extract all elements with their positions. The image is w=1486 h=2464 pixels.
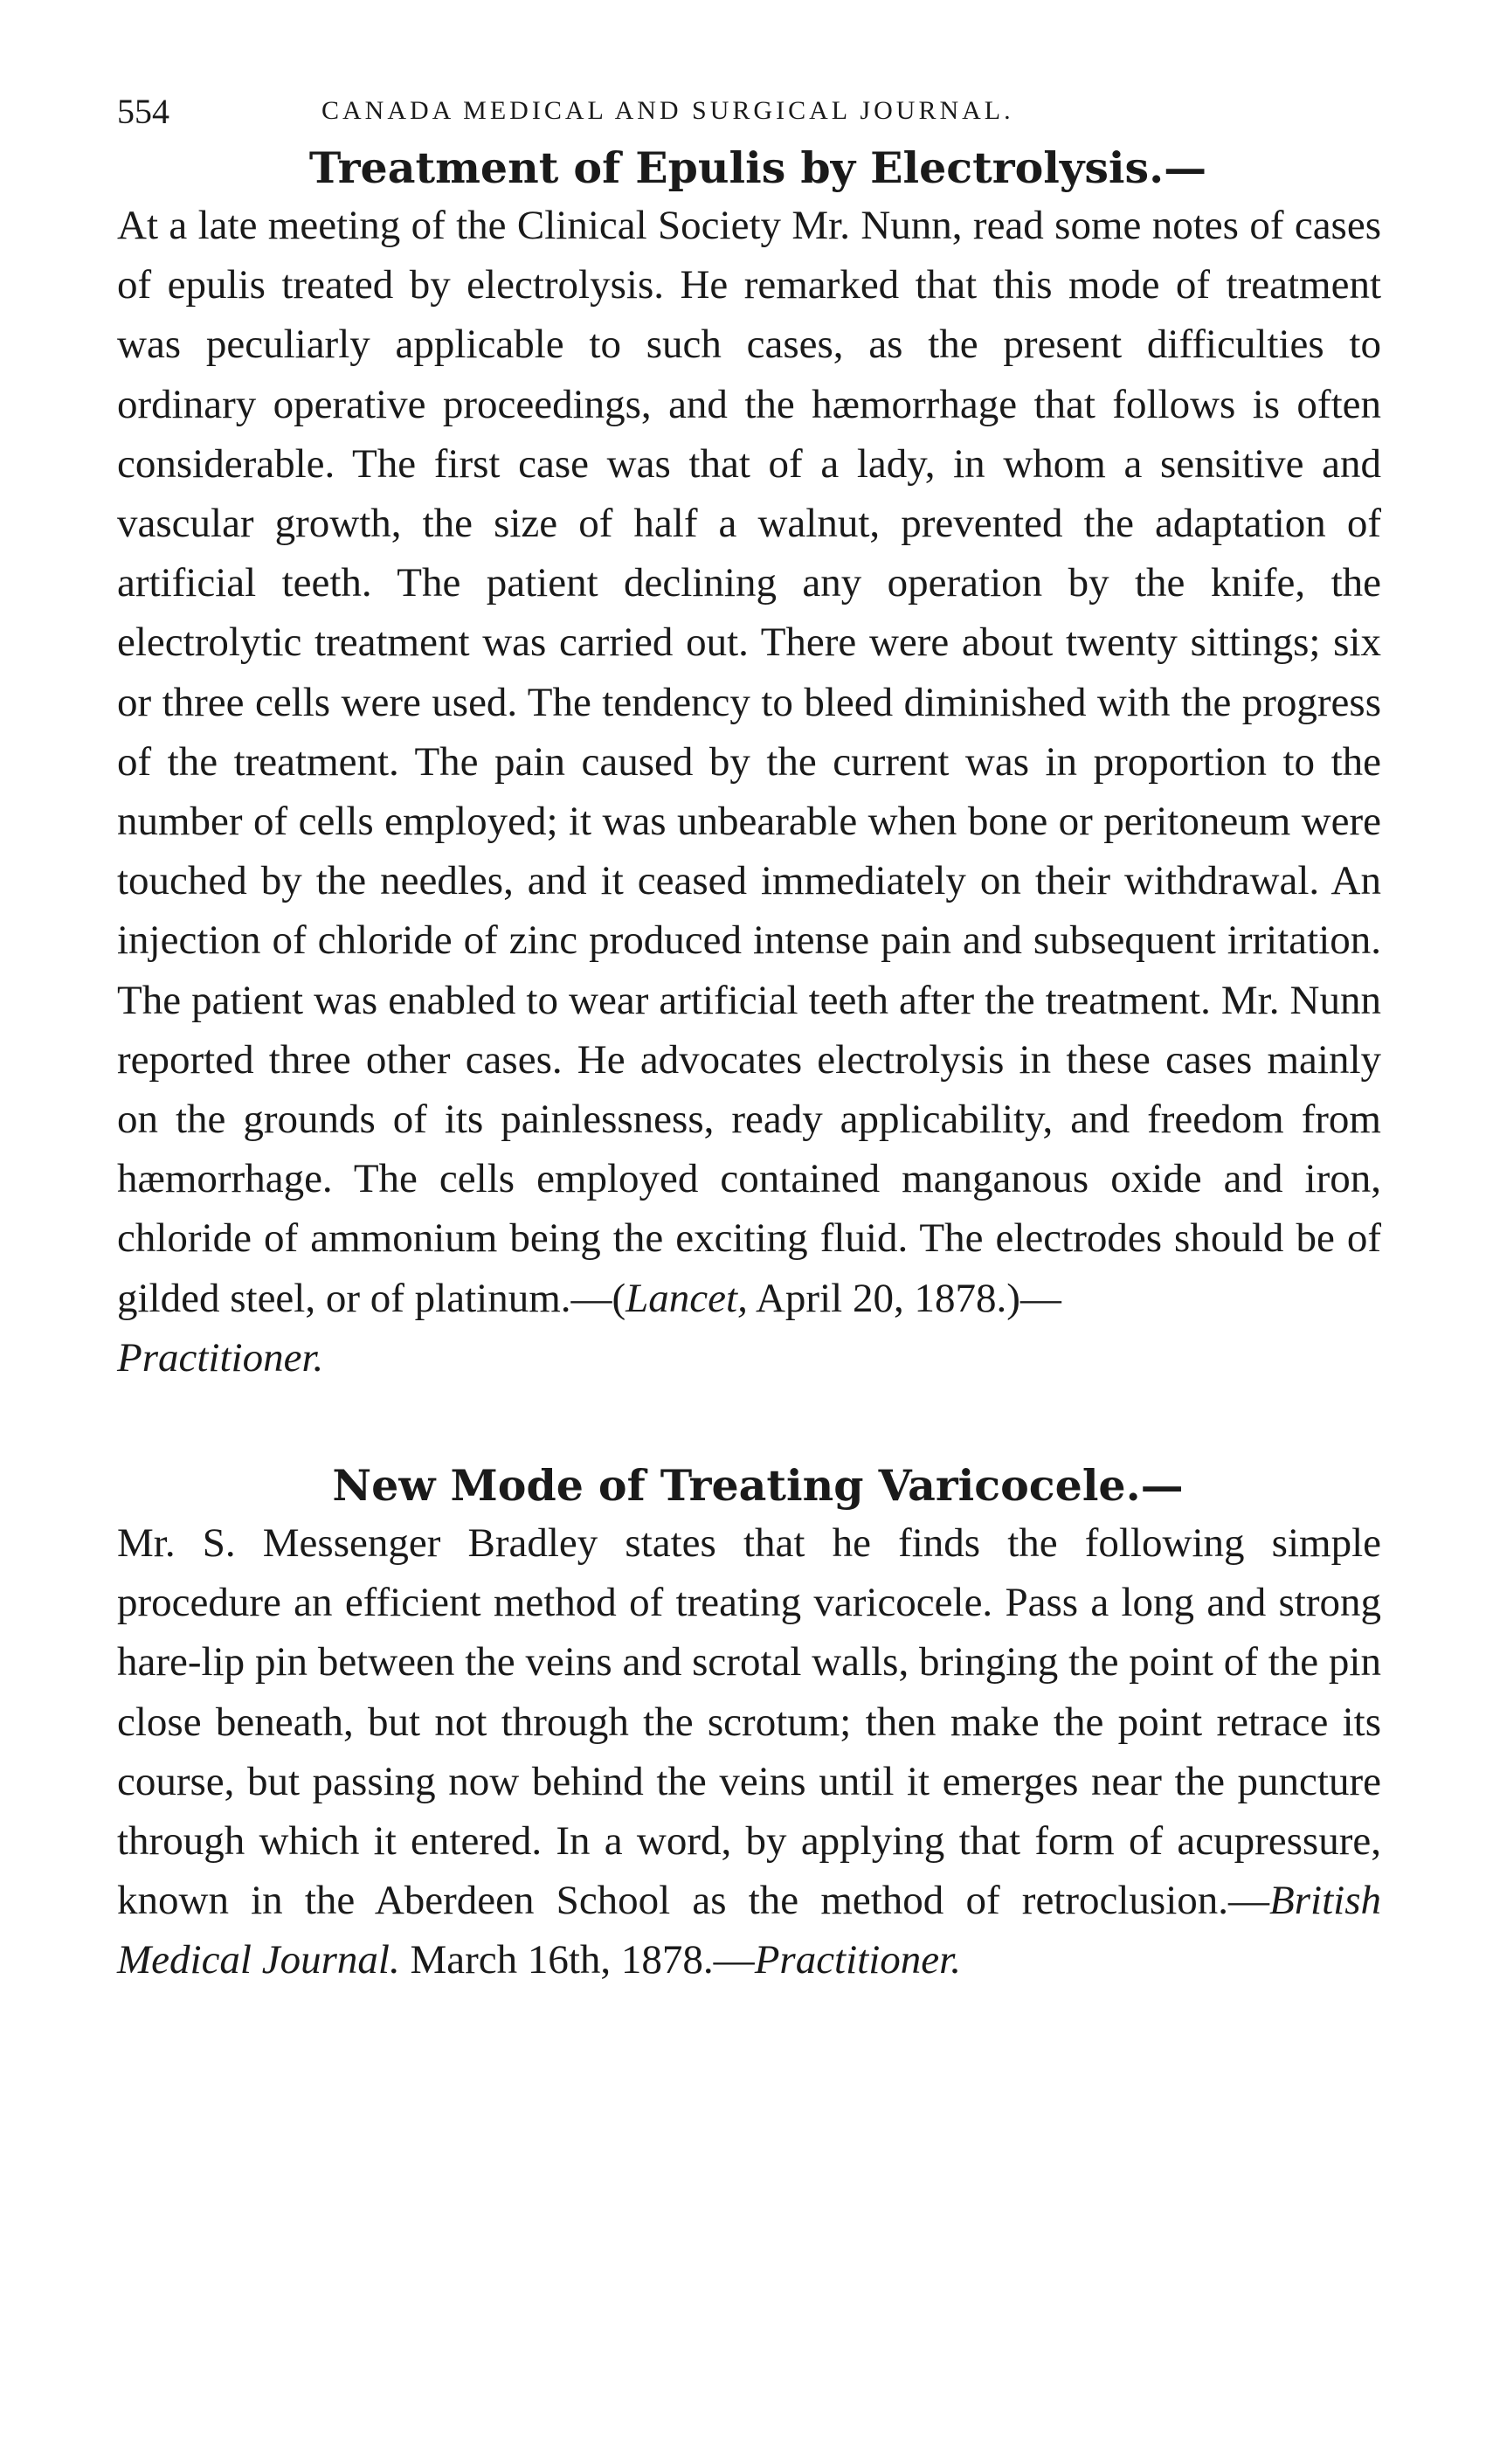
article-body-text: Mr. S. Messenger Bradley states that he finds the following simple procedure an efficient method of treating varicocele. Pass a long and strong hare-lip pin between the veins and scrotal walls, bringing the point of the pin close beneath, but not through the scrotum; then make the point retrace its course, but passing now behind the veins until it emerges near the puncture through which it entered. In a word, by applying that form of acupressure, known in the Aberdeen School as the method of retroclusion.— xyxy=(117,1520,1381,1924)
article-title: New Mode of Treating Varicocele.— xyxy=(332,1460,1184,1512)
article-epulis xyxy=(117,140,1381,1388)
page-number: 554 xyxy=(117,92,169,131)
article-body xyxy=(117,196,1381,1388)
article-body-text: At a late meeting of the Clinical Society Mr. Nunn, read some notes of cases of epulis treated by electrolysis. He remarked that this mode of treatment was peculiarly applicable to such cases, as the present difficulties to ordinary operative proceedings, and the hæmorrhage that follows is often considerable. The first case was that of a lady, in whom a sensitive and vascular growth, the size of half a walnut, prevented the adaptation of artificial teeth. The patient declining any operation by the knife, the electrolytic treatment was carried out. There were about twenty sittings; six or three cells were used. The tendency to bleed diminished with the progress of the treatment. The pain caused by the current was in proportion to the number of cells employed; it was unbearable when bone or peritoneum were touched by the needles, and it ceased immediately on their withdrawal. An injection of chloride of zinc produced intense pain and subsequent irritation. The patient was enabled to wear artificial teeth after the treatment. Mr. Nunn reported three other cases. He advocates electrolysis in these cases mainly on the grounds of its painlessness, ready applicability, and freedom from hæmorrhage. The cells employed contained manganous oxide and iron, chloride of ammonium being the exciting fluid. The electrodes should be of gilded steel, or of platinum.—( xyxy=(117,203,1381,1321)
source-credit: Practitioner. xyxy=(754,1937,961,1983)
journal-title: CANADA MEDICAL AND SURGICAL JOURNAL. xyxy=(321,96,1014,125)
article-varicocele xyxy=(117,1457,1381,1990)
article-body xyxy=(117,1513,1381,1990)
source-date: April 20, 1878.)— xyxy=(747,1275,1061,1321)
source-date: March 16th, 1878.— xyxy=(399,1937,755,1983)
source-journal: Lancet, xyxy=(626,1275,748,1321)
article-title: Treatment of Epulis by Electrolysis.— xyxy=(308,142,1207,193)
source-journal: British Medical Journal. xyxy=(117,1878,1381,1983)
source-credit: Practitioner. xyxy=(117,1334,324,1381)
running-head xyxy=(117,79,1381,140)
